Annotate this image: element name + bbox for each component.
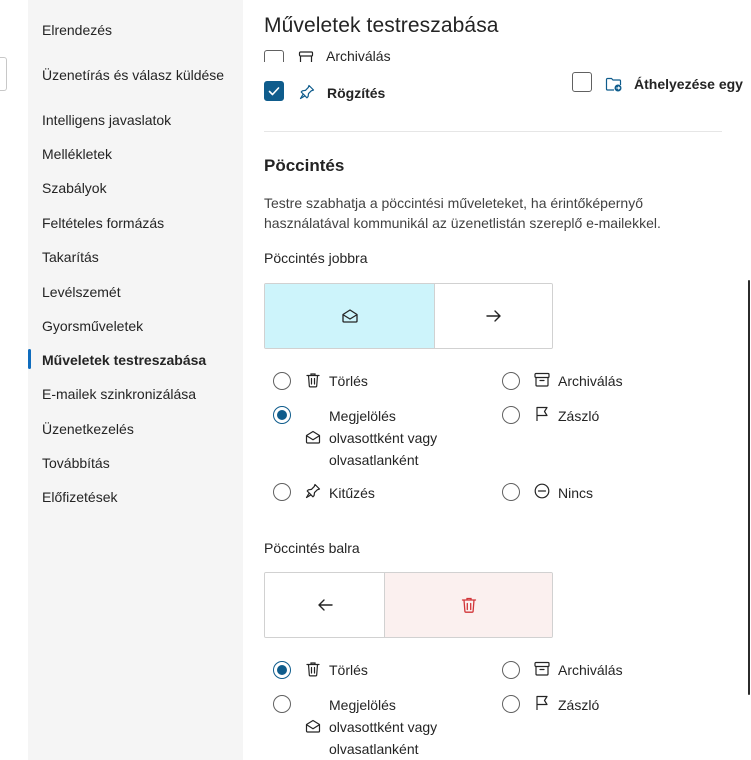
page-title: Műveletek testreszabása: [264, 14, 499, 37]
active-item-indicator: [28, 349, 31, 369]
pin-label: Rögzítés: [327, 85, 386, 101]
swipe-left-mark-read-radio[interactable]: [273, 695, 291, 713]
swipe-right-action-pane: [265, 284, 434, 348]
swipe-right-flag-label: Zászló: [558, 408, 600, 424]
collapsed-panel-handle[interactable]: [0, 57, 7, 91]
swipe-right-archive-radio[interactable]: [502, 372, 520, 390]
sidebar-item-conditional-formatting[interactable]: Feltételes formázás: [42, 215, 165, 231]
left-edge-strip: [0, 0, 28, 760]
swipe-left-flag-label: Zászló: [558, 697, 600, 713]
swipe-left-label: Pöccintés balra: [264, 540, 360, 556]
swipe-left-action-pane: [385, 573, 552, 637]
flag-icon: [533, 405, 551, 423]
sidebar-item-layout[interactable]: Elrendezés: [42, 22, 113, 38]
trash-icon: [459, 595, 479, 615]
section-divider: [264, 131, 722, 132]
move-to-folder-icon: [605, 75, 623, 93]
swipe-right-preview: [264, 283, 553, 349]
swipe-left-archive-label: Archiválás: [558, 662, 623, 678]
flag-icon: [533, 694, 551, 712]
swipe-right-pin-label: Kitűzés: [329, 485, 375, 501]
sidebar-item-sync-email[interactable]: E-mailek szinkronizálása: [42, 386, 197, 402]
swipe-right-flag-radio[interactable]: [502, 406, 520, 424]
swipe-left-delete-label: Törlés: [329, 662, 368, 678]
swipe-left-mark-read-label: Megjelölés olvasottként vagy olvasatlanként: [329, 697, 438, 757]
arrow-left-icon: [315, 595, 335, 615]
swipe-right-none-radio[interactable]: [502, 483, 520, 501]
sidebar-item-sweep[interactable]: Takarítás: [42, 249, 99, 265]
sidebar-item-smart-suggestions[interactable]: Intelligens javaslatok: [42, 112, 172, 128]
swipe-right-mark-read-label: Megjelölés olvasottként vagy olvasatlanként: [329, 408, 438, 468]
archive-icon: [533, 371, 551, 389]
swipe-right-delete-radio[interactable]: [273, 372, 291, 390]
checkmark-icon: [267, 84, 281, 98]
swipe-right-delete-label: Törlés: [329, 373, 368, 389]
pin-checkbox[interactable]: [264, 81, 284, 101]
toolbar-action-row-archive: [264, 44, 744, 62]
sidebar-item-customize-actions[interactable]: Műveletek testreszabása: [42, 352, 207, 368]
settings-sidebar: [28, 0, 243, 760]
pin-icon: [304, 482, 322, 500]
main-scrollbar-thumb[interactable]: [748, 280, 750, 695]
sidebar-item-message-handling[interactable]: Üzenetkezelés: [42, 421, 134, 437]
sidebar-item-rules[interactable]: Szabályok: [42, 180, 107, 196]
settings-main-panel: [243, 0, 751, 760]
swipe-right-archive-label: Archiválás: [558, 373, 623, 389]
archive-label: Archiválás: [326, 48, 391, 62]
envelope-open-icon: [340, 306, 360, 326]
archive-icon: [298, 50, 314, 62]
archive-icon: [533, 660, 551, 678]
trash-icon: [304, 660, 322, 678]
swipe-section-description: Testre szabhatja a pöccintési műveleteket, ha érintőképernyő használatával kommunikál az üzenetlistán szereplő e-mailekkel.: [264, 195, 661, 231]
sidebar-item-forwarding[interactable]: Továbbítás: [42, 455, 110, 471]
trash-icon: [304, 371, 322, 389]
archive-checkbox[interactable]: [264, 50, 284, 62]
move-checkbox[interactable]: [572, 72, 592, 92]
swipe-right-label: Pöccintés jobbra: [264, 250, 368, 266]
move-label: Áthelyezése egy: [634, 76, 743, 92]
pin-icon: [298, 83, 316, 101]
sidebar-item-quick-steps[interactable]: Gyorsműveletek: [42, 318, 144, 334]
swipe-left-direction-pane: [265, 573, 385, 637]
sidebar-item-subscriptions[interactable]: Előfizetések: [42, 489, 118, 505]
swipe-left-flag-radio[interactable]: [502, 695, 520, 713]
swipe-section-title: Pöccintés: [264, 156, 345, 175]
swipe-left-delete-radio[interactable]: [273, 661, 291, 679]
swipe-right-pin-radio[interactable]: [273, 483, 291, 501]
sidebar-item-compose-reply[interactable]: Üzenetírás és válasz küldése: [42, 67, 225, 83]
arrow-right-icon: [484, 306, 504, 326]
swipe-left-archive-radio[interactable]: [502, 661, 520, 679]
swipe-right-mark-read-radio[interactable]: [273, 406, 291, 424]
sidebar-item-junk-email[interactable]: Levélszemét: [42, 284, 121, 300]
swipe-left-preview: [264, 572, 553, 638]
sidebar-item-attachments[interactable]: Mellékletek: [42, 146, 113, 162]
swipe-right-direction-pane: [434, 284, 552, 348]
swipe-right-none-label: Nincs: [558, 485, 594, 501]
none-circle-icon: [533, 482, 551, 500]
envelope-open-icon: [304, 428, 322, 446]
envelope-open-icon: [304, 717, 322, 735]
